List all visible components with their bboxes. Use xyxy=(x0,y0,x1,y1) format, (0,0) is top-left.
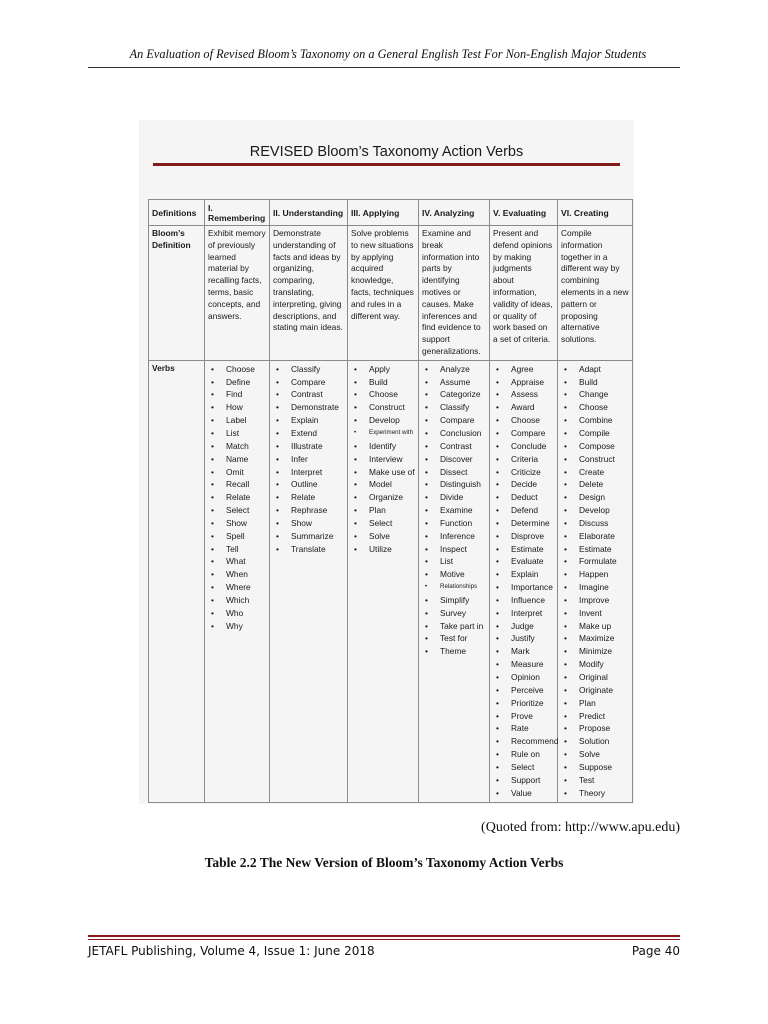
verb-item: • Adapt xyxy=(561,363,629,376)
verb-item: • Modify xyxy=(561,658,629,671)
verb-item: • Recommend xyxy=(493,735,554,748)
verb-item: • Build xyxy=(561,376,629,389)
verbs-table xyxy=(148,199,633,803)
running-header: An Evaluation of Revised Bloom’s Taxonomy on a General English Test For Non-English Major Students xyxy=(129,47,647,61)
verb-item: • Change xyxy=(561,388,629,401)
verb-item: • Conclude xyxy=(493,440,554,453)
verb-item: • Take part in xyxy=(422,620,486,633)
verb-item: • Elaborate xyxy=(561,530,629,543)
verb-item: • Experiment with xyxy=(351,427,415,440)
verb-item: • Solution xyxy=(561,735,629,748)
verb-item: • Criteria xyxy=(493,453,554,466)
verb-item: • Demonstrate xyxy=(273,401,344,414)
verb-item: • Dissect xyxy=(422,466,486,479)
verb-item: • Construct xyxy=(561,453,629,466)
definition-cell: Exhibit memory of previously learned material by recalling facts, terms, basic concepts, and answers. xyxy=(205,226,270,361)
verb-item: • Compare xyxy=(422,414,486,427)
verb-item: • Rephrase xyxy=(273,504,344,517)
verb-item: • Importance xyxy=(493,581,554,594)
verb-item: • Conclusion xyxy=(422,427,486,440)
verb-item: • Apply xyxy=(351,363,415,376)
verb-item: • Select xyxy=(351,517,415,530)
verb-item: • Delete xyxy=(561,478,629,491)
verb-item: • Estimate xyxy=(561,543,629,556)
verb-item: • Outline xyxy=(273,478,344,491)
verb-item: • Why xyxy=(208,620,266,633)
verb-item: • Show xyxy=(273,517,344,530)
verb-cell xyxy=(419,360,490,802)
verb-item: • Prioritize xyxy=(493,697,554,710)
definition-cell: Examine and break information into parts by identifying motives or causes. Make inferences and find evidence to support generalizations. xyxy=(419,226,490,361)
definition-row xyxy=(149,226,633,361)
verb-item: • Agree xyxy=(493,363,554,376)
verb-item: • Judge xyxy=(493,620,554,633)
column-header: II. Understanding xyxy=(270,200,348,226)
verb-item: • Inference xyxy=(422,530,486,543)
verb-item: • Solve xyxy=(561,748,629,761)
verb-item: • Disprove xyxy=(493,530,554,543)
verb-item: • Perceive xyxy=(493,684,554,697)
verb-item: • Classify xyxy=(273,363,344,376)
column-header: IV. Analyzing xyxy=(419,200,490,226)
verb-item: • Develop xyxy=(561,504,629,517)
verb-item: • Distinguish xyxy=(422,478,486,491)
verb-item: • Interpret xyxy=(273,466,344,479)
verb-item: • Simplify xyxy=(422,594,486,607)
verb-item: • Show xyxy=(208,517,266,530)
verb-item: • Prove xyxy=(493,710,554,723)
verb-item: • Theme xyxy=(422,645,486,658)
verb-item: • Infer xyxy=(273,453,344,466)
definition-cell: Demonstrate understanding of facts and ideas by organizing, comparing, translating, interpreting, giving descriptions, and stating main ideas. xyxy=(270,226,348,361)
column-header: I. Remembering xyxy=(205,200,270,226)
verb-item: • Minimize xyxy=(561,645,629,658)
verb-item: • Mark xyxy=(493,645,554,658)
verb-item: • Who xyxy=(208,607,266,620)
verb-item: • Examine xyxy=(422,504,486,517)
verb-item: • Value xyxy=(493,787,554,800)
footer-publication: JETAFL Publishing, Volume 4, Issue 1: June 2018 xyxy=(88,944,375,958)
verb-item: • Decide xyxy=(493,478,554,491)
verb-item: • List xyxy=(422,555,486,568)
definition-cell: Compile information together in a different way by combining elements in a new pattern or proposing alternative solutions. xyxy=(558,226,633,361)
verb-item: • Explain xyxy=(273,414,344,427)
verb-item: • Propose xyxy=(561,722,629,735)
verb-item: • Tell xyxy=(208,543,266,556)
verb-item: • Explain xyxy=(493,568,554,581)
verb-item: • Motive xyxy=(422,568,486,581)
verb-item: • Maximize xyxy=(561,632,629,645)
verb-item: • Contrast xyxy=(273,388,344,401)
verb-item: • Model xyxy=(351,478,415,491)
verb-item: • Select xyxy=(208,504,266,517)
verb-item: • Make up xyxy=(561,620,629,633)
verb-item: • Organize xyxy=(351,491,415,504)
verb-item: • Label xyxy=(208,414,266,427)
verb-item: • Imagine xyxy=(561,581,629,594)
verb-item: • Choose xyxy=(493,414,554,427)
verb-item: • Interpret xyxy=(493,607,554,620)
header-rule xyxy=(88,67,680,68)
verb-item: • Deduct xyxy=(493,491,554,504)
verb-item: • Relate xyxy=(273,491,344,504)
verb-item: • Inspect xyxy=(422,543,486,556)
verb-item: • Where xyxy=(208,581,266,594)
verb-item: • Choose xyxy=(351,388,415,401)
definition-cell: Solve problems to new situations by applying acquired knowledge, facts, techniques and rules in a different way. xyxy=(348,226,419,361)
verb-item: • Defend xyxy=(493,504,554,517)
verb-item: • Plan xyxy=(561,697,629,710)
verb-item: • Recall xyxy=(208,478,266,491)
verb-cell xyxy=(558,360,633,802)
verb-item: • Suppose xyxy=(561,761,629,774)
verb-item: • Name xyxy=(208,453,266,466)
verb-item: • Predict xyxy=(561,710,629,723)
figure-title-rule xyxy=(153,163,620,166)
footer-rule xyxy=(88,935,680,937)
verb-item: • Discover xyxy=(422,453,486,466)
verb-item: • Translate xyxy=(273,543,344,556)
verb-item: • Rule on xyxy=(493,748,554,761)
verb-item: • Create xyxy=(561,466,629,479)
verb-item: • When xyxy=(208,568,266,581)
verb-item: • Find xyxy=(208,388,266,401)
verb-item: • Extend xyxy=(273,427,344,440)
verb-item: • Identify xyxy=(351,440,415,453)
page-number: Page 40 xyxy=(631,944,680,958)
verb-item: • Build xyxy=(351,376,415,389)
verb-item: • Test xyxy=(561,774,629,787)
verb-item: • Make use of xyxy=(351,466,415,479)
verb-item: • Formulate xyxy=(561,555,629,568)
verb-item: • Theory xyxy=(561,787,629,800)
verb-item: • Compose xyxy=(561,440,629,453)
verb-item: • Assess xyxy=(493,388,554,401)
verb-item: • Influence xyxy=(493,594,554,607)
verb-list xyxy=(208,363,266,633)
verb-item: • Justify xyxy=(493,632,554,645)
verb-item: • Improve xyxy=(561,594,629,607)
verb-item: • Award xyxy=(493,401,554,414)
verb-item: • Opinion xyxy=(493,671,554,684)
verb-item: • Utilize xyxy=(351,543,415,556)
verb-item: • Determine xyxy=(493,517,554,530)
verb-item: • Omit xyxy=(208,466,266,479)
verb-list xyxy=(351,363,415,556)
verb-item: • Analyze xyxy=(422,363,486,376)
verb-item: • Invent xyxy=(561,607,629,620)
verb-item: • Test for xyxy=(422,632,486,645)
row-header: Bloom’s Definition xyxy=(149,226,205,361)
verb-item: • Function xyxy=(422,517,486,530)
verb-item: • Originate xyxy=(561,684,629,697)
verb-list xyxy=(493,363,559,800)
verb-item: • Discuss xyxy=(561,517,629,530)
column-header: VI. Creating xyxy=(558,200,633,226)
verbs-row xyxy=(149,360,633,802)
bloom-figure xyxy=(139,120,634,804)
row-header: Verbs xyxy=(149,360,205,802)
verb-item: • Spell xyxy=(208,530,266,543)
verb-item: • Relate xyxy=(208,491,266,504)
verb-item: • Plan xyxy=(351,504,415,517)
verb-item: • Choose xyxy=(561,401,629,414)
verb-item: • Summarize xyxy=(273,530,344,543)
verb-item: • Appraise xyxy=(493,376,554,389)
verb-list xyxy=(273,363,344,556)
source-note: (Quoted from: http://www.apu.edu) xyxy=(481,820,680,835)
verb-item: • Rate xyxy=(493,722,554,735)
verb-item: • Happen xyxy=(561,568,629,581)
verb-item: • Classify xyxy=(422,401,486,414)
verb-item: • Match xyxy=(208,440,266,453)
definition-cell: Present and defend opinions by making judgments about information, validity of ideas, or quality of work based on a set of criteria. xyxy=(490,226,558,361)
verb-item: • Interview xyxy=(351,453,415,466)
verb-list xyxy=(561,363,629,800)
footer-rule xyxy=(88,939,680,940)
verb-item: • Categorize xyxy=(422,388,486,401)
verb-item: • Solve xyxy=(351,530,415,543)
verb-item: • Compare xyxy=(493,427,554,440)
verb-cell xyxy=(348,360,419,802)
verb-item: • Survey xyxy=(422,607,486,620)
verb-cell xyxy=(205,360,270,802)
verb-item: • Design xyxy=(561,491,629,504)
verb-item: • Define xyxy=(208,376,266,389)
verb-item: • Support xyxy=(493,774,554,787)
verb-item: • Original xyxy=(561,671,629,684)
column-header: Definitions xyxy=(149,200,205,226)
verb-item: • Develop xyxy=(351,414,415,427)
verb-item: • Evaluate xyxy=(493,555,554,568)
verb-list xyxy=(422,363,486,658)
verb-item: • Which xyxy=(208,594,266,607)
verb-item: • Assume xyxy=(422,376,486,389)
table-caption: Table 2.2 The New Version of Bloom’s Taxonomy Action Verbs xyxy=(204,855,564,870)
verb-item: • Compare xyxy=(273,376,344,389)
verb-item: • Choose xyxy=(208,363,266,376)
verb-item: • Combine xyxy=(561,414,629,427)
verb-item: • Compile xyxy=(561,427,629,440)
table-header-row xyxy=(149,200,633,226)
verb-item: • Select xyxy=(493,761,554,774)
verb-item: • Construct xyxy=(351,401,415,414)
verb-cell xyxy=(270,360,348,802)
verb-item: • Relationships xyxy=(422,581,486,594)
verb-item: • Illustrate xyxy=(273,440,344,453)
column-header: III. Applying xyxy=(348,200,419,226)
verb-item: • Divide xyxy=(422,491,486,504)
verb-item: • How xyxy=(208,401,266,414)
column-header: V. Evaluating xyxy=(490,200,558,226)
verb-cell xyxy=(490,360,558,802)
verb-item: • Criticize xyxy=(493,466,554,479)
figure-title: REVISED Bloom’s Taxonomy Action Verbs xyxy=(249,144,524,160)
verb-item: • What xyxy=(208,555,266,568)
verb-item: • Contrast xyxy=(422,440,486,453)
verb-item: • Estimate xyxy=(493,543,554,556)
verb-item: • List xyxy=(208,427,266,440)
verb-item: • Measure xyxy=(493,658,554,671)
